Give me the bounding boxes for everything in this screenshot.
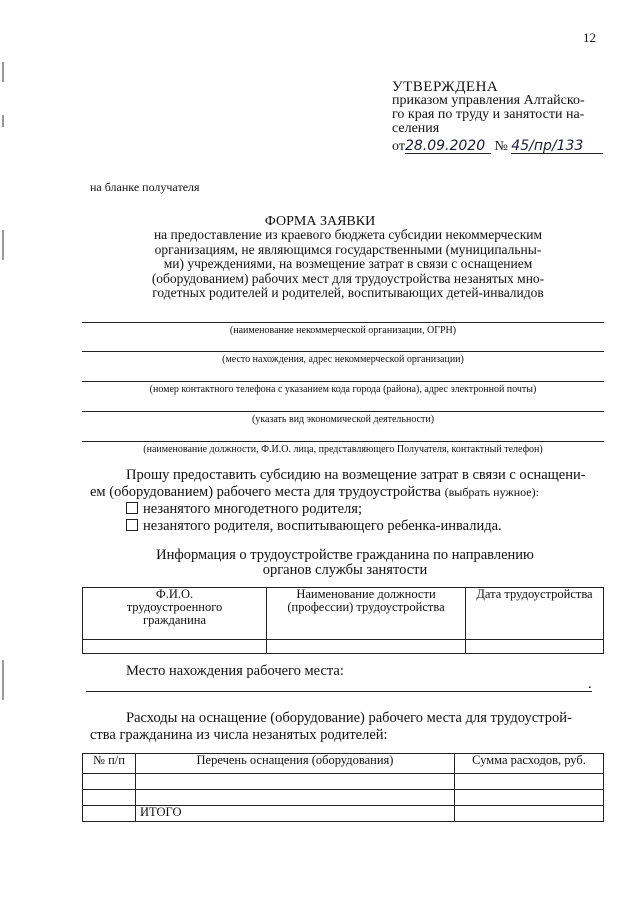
table-cell[interactable] bbox=[455, 774, 604, 790]
org-address-field[interactable] bbox=[82, 351, 604, 352]
description-line: организациям, не являющимся государственными (муниципальны- bbox=[154, 241, 542, 257]
margin-mark bbox=[2, 660, 4, 700]
representative-field[interactable] bbox=[82, 441, 604, 442]
total-row bbox=[83, 806, 604, 822]
activity-field[interactable] bbox=[82, 411, 604, 412]
option-disabled-child[interactable] bbox=[90, 518, 610, 535]
margin-mark bbox=[2, 230, 4, 260]
header-cell: Сумма расходов, руб. bbox=[455, 754, 604, 774]
expenses-paragraph bbox=[90, 710, 610, 744]
employment-table bbox=[82, 587, 604, 654]
header-cell: Перечень оснащения (оборудования) bbox=[136, 754, 455, 774]
org-name-field[interactable] bbox=[82, 322, 604, 323]
table-cell[interactable] bbox=[83, 640, 267, 654]
form-title: ФОРМА ЗАЯВКИ bbox=[264, 214, 376, 229]
approval-title: УТВЕРЖДЕНА bbox=[392, 79, 499, 95]
header-cell: Ф.И.О. трудоустроенного гражданина bbox=[83, 588, 267, 640]
request-line2 bbox=[90, 484, 610, 501]
expenses-line: Расходы на оснащение (оборудование) рабочего места для трудоустрой- bbox=[126, 710, 572, 726]
field-caption: (наименование некоммерческой организации, ОГРН) bbox=[229, 325, 457, 336]
field-caption: (место нахождения, адрес некоммерческой организации) bbox=[222, 354, 464, 365]
table-row bbox=[83, 774, 604, 790]
description-line: на предоставление из краевого бюджета субсидии некоммерческим bbox=[153, 227, 543, 242]
form-description bbox=[118, 228, 578, 301]
approval-number: 45/пр/133 bbox=[511, 139, 603, 154]
description-line: годетных родителей и родителей, воспитывающих детей-инвалидов bbox=[152, 285, 544, 300]
header-cell: Наименование должности (профессии) трудоустройства bbox=[267, 588, 466, 640]
field-caption: (наименование должности, Ф.И.О. лица, представляющего Получателя, контактный телефон) bbox=[143, 444, 543, 455]
approval-date: 28.09.2020 bbox=[405, 139, 491, 154]
checkbox-icon[interactable] bbox=[126, 519, 138, 531]
info-title-line: Информация о трудоустройстве гражданина по направлению bbox=[156, 547, 534, 563]
approval-line: селения bbox=[392, 121, 440, 136]
table-cell[interactable] bbox=[83, 790, 136, 806]
table-header-row bbox=[83, 754, 604, 774]
option-many-children[interactable] bbox=[90, 501, 610, 518]
total-sum-cell[interactable] bbox=[455, 806, 604, 822]
checkbox-icon[interactable] bbox=[126, 502, 138, 514]
request-hint: (выбрать нужное): bbox=[444, 485, 539, 499]
request-line: ем (оборудованием) рабочего места для трудоустройства bbox=[90, 484, 441, 500]
total-label: ИТОГО bbox=[136, 806, 455, 822]
table-row bbox=[83, 790, 604, 806]
table-cell[interactable] bbox=[466, 640, 604, 654]
table-cell[interactable] bbox=[136, 774, 455, 790]
table-cell[interactable] bbox=[83, 774, 136, 790]
info-title bbox=[0, 548, 640, 578]
contact-field[interactable] bbox=[82, 381, 604, 382]
approval-block bbox=[392, 80, 612, 154]
header-cell: № п/п bbox=[83, 754, 136, 774]
expenses-table bbox=[82, 753, 604, 822]
approval-line: го края по труду и занятости на- bbox=[392, 107, 585, 122]
workplace-dot: . bbox=[588, 676, 592, 692]
table-cell[interactable] bbox=[267, 640, 466, 654]
approval-line: приказом управления Алтайско- bbox=[392, 93, 585, 108]
description-line: ми) учреждениями, на возмещение затрат в связи с оснащением bbox=[163, 256, 533, 271]
margin-mark bbox=[2, 62, 4, 82]
option-label: незанятого многодетного родителя; bbox=[143, 501, 362, 517]
table-cell[interactable] bbox=[455, 790, 604, 806]
request-line: Прошу предоставить субсидию на возмещение затрат в связи с оснащени- bbox=[126, 467, 586, 483]
workplace-field[interactable] bbox=[86, 691, 592, 692]
option-label: незанятого родителя, воспитывающего ребенка-инвалида. bbox=[143, 518, 502, 534]
number-prefix: № bbox=[494, 139, 508, 154]
info-title-line: органов службы занятости bbox=[262, 562, 428, 578]
request-paragraph bbox=[90, 467, 610, 535]
description-line: (оборудованием) рабочих мест для трудоустройства незанятых мно- bbox=[151, 270, 545, 286]
table-header-row bbox=[83, 588, 604, 640]
field-caption: (указать вид экономической деятельности) bbox=[251, 414, 435, 425]
field-caption: (номер контактного телефона с указанием кода города (района), адрес электронной почты) bbox=[149, 384, 537, 395]
table-cell[interactable] bbox=[83, 806, 136, 822]
table-row bbox=[83, 640, 604, 654]
header-cell: Дата трудоустройства bbox=[466, 588, 604, 640]
page-number: 12 bbox=[583, 30, 596, 45]
date-prefix: от bbox=[392, 139, 405, 154]
expenses-line: ства гражданина из числа незанятых родителей: bbox=[90, 727, 388, 743]
letterhead-note: на бланке получателя bbox=[90, 180, 200, 194]
approval-date-line bbox=[392, 139, 612, 154]
table-cell[interactable] bbox=[136, 790, 455, 806]
workplace-label: Место нахождения рабочего места: bbox=[126, 663, 344, 679]
margin-mark bbox=[2, 115, 4, 127]
